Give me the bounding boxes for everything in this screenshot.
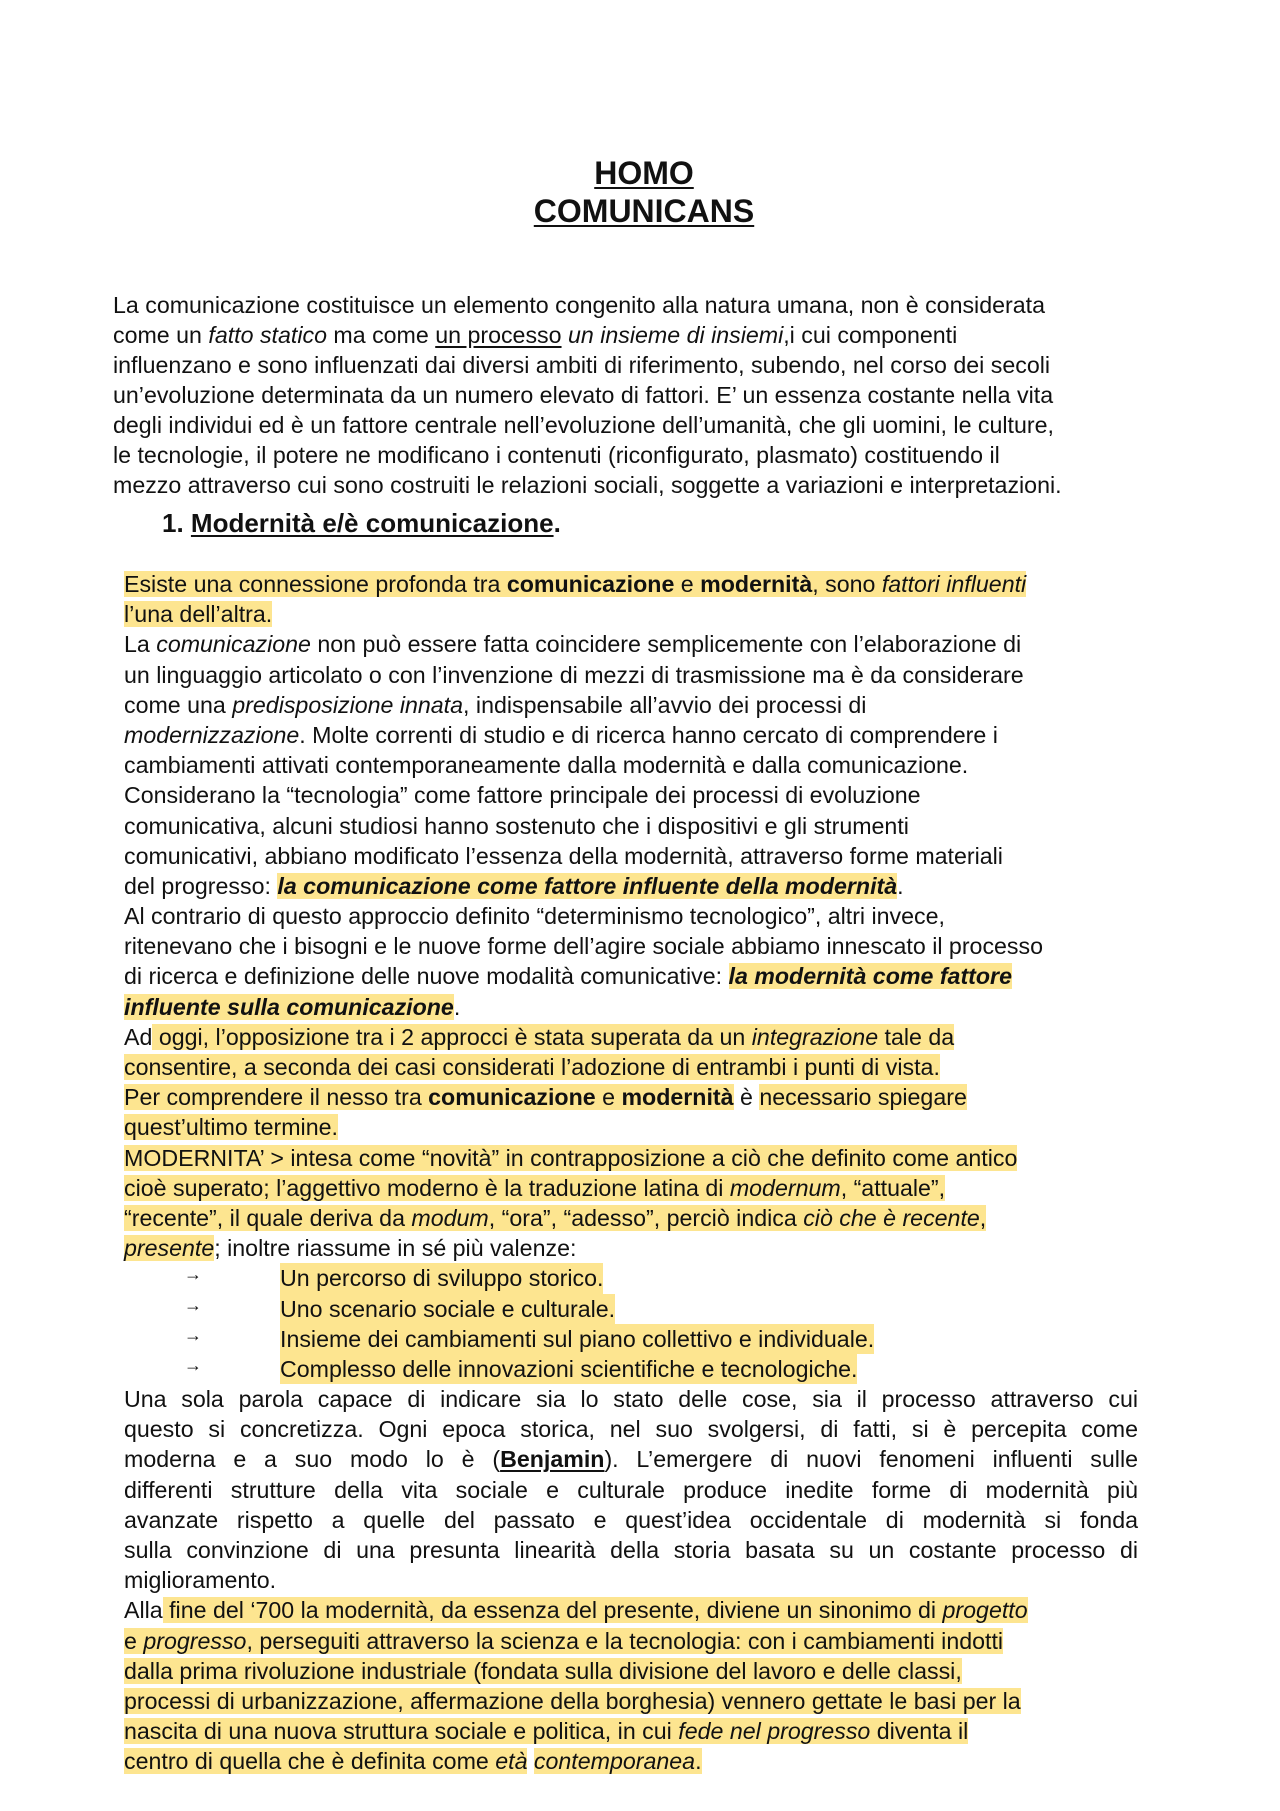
title-line-1: HOMO: [594, 155, 694, 191]
text-line: come una predisposizione innata, indispensabile all’avvio dei processi di: [124, 691, 867, 718]
text-line: cambiamenti attivati contemporaneamente dalla modernità e dalla comunicazione.: [124, 752, 969, 779]
text-line: mezzo attraverso cui sono costruiti le relazioni sociali, soggette a variazioni e interpretazioni.: [113, 472, 1062, 498]
text-line: sulla convinzione di una presunta linearità della storia basata su un costante processo di: [124, 1537, 1138, 1563]
text-line: del progresso: la comunicazione come fattore influente della modernità.: [124, 872, 904, 899]
text-line: comunicativa, alcuni studiosi hanno sostenuto che i dispositivi e gli strumenti: [124, 812, 909, 839]
text-line: le tecnologie, il potere ne modificano i contenuti (riconfigurato, plasmato) costituendo il: [113, 442, 1000, 468]
text-line: “recente”, il quale deriva da modum, “ora”, “adesso”, perciò indica ciò che è recente,: [124, 1204, 987, 1231]
text-line: di ricerca e definizione delle nuove modalità comunicative: la modernità come fattore: [124, 963, 1012, 990]
list-item-text: Un percorso di sviluppo storico.: [280, 1263, 603, 1293]
text-line: Alla fine del ‘700 la modernità, da essenza del presente, diviene un sinonimo di progetto: [124, 1597, 1028, 1624]
text-line: come un fatto statico ma come un processo un insieme di insiemi,i cui componenti: [113, 322, 958, 348]
text-line: differenti strutture della vita sociale e culturale produce inedite forme di modernità più: [124, 1476, 1138, 1503]
list-item-text: Insieme dei cambiamenti sul piano collettivo e individuale.: [280, 1324, 874, 1354]
list-item: [124, 1263, 1204, 1293]
section-title: Modernità e/è comunicazione: [190, 508, 554, 538]
list-item: [124, 1354, 1204, 1384]
title-line-2: COMUNICANS: [533, 193, 755, 229]
text-line: centro di quella che è definita come età contemporanea.: [124, 1748, 702, 1775]
text-line: influenzano e sono influenzati dai diversi ambiti di riferimento, subendo, nel corso dei secoli: [113, 352, 1051, 378]
text-line: un’evoluzione determinata da un numero elevato di fattori. E’ un essenza costante nella vita: [113, 382, 1054, 408]
section-body: [124, 569, 1204, 1777]
text-line: miglioramento.: [124, 1567, 277, 1594]
section-heading: 1. Modernità e/è comunicazione.: [162, 508, 561, 538]
section-number: 1.: [162, 508, 191, 538]
text-line: processi di urbanizzazione, affermazione della borghesia) vennero gettate le basi per la: [124, 1687, 1021, 1714]
text-line: Esiste una connessione profonda tra comunicazione e modernità, sono fattori influenti: [124, 571, 1027, 597]
arrow-icon: →: [184, 1264, 202, 1285]
text-line: un linguaggio articolato o con l’invenzione di mezzi di trasmissione ma è da considerare: [124, 661, 1024, 688]
text-line: modernizzazione. Molte correnti di studio e di ricerca hanno cercato di comprendere i: [124, 721, 998, 748]
text-line: questo si concretizza. Ogni epoca storica, nel suo svolgersi, di fatti, si è percepita come: [124, 1416, 1138, 1443]
list-item: [124, 1294, 1204, 1324]
text-line: e progresso, perseguiti attraverso la scienza e la tecnologia: con i cambiamenti indotti: [124, 1627, 1004, 1654]
document-title: [0, 154, 1280, 230]
text-line: l’una dell’altra.: [124, 601, 273, 628]
text-line: consentire, a seconda dei casi considerati l’adozione di entrambi i punti di vista.: [124, 1054, 940, 1080]
text-line: cioè superato; l’aggettivo moderno è la traduzione latina di modernum, “attuale”,: [124, 1174, 946, 1201]
text-line: ritenevano che i bisogni e le nuove forme dell’agire sociale abbiamo innescato il processo: [124, 933, 1044, 960]
text-line: Una sola parola capace di indicare sia lo stato delle cose, sia il processo attraverso cui: [124, 1386, 1138, 1413]
text-line: La comunicazione non può essere fatta coincidere semplicemente con l’elaborazione di: [124, 631, 1022, 658]
text-line: quest’ultimo termine.: [124, 1114, 338, 1141]
text-line: La comunicazione costituisce un elemento congenito alla natura umana, non è considerata: [113, 292, 1045, 318]
text-line: Al contrario di questo approccio definito “determinismo tecnologico”, altri invece,: [124, 903, 945, 930]
arrow-icon: →: [184, 1354, 202, 1375]
text-line: presente; inoltre riassume in sé più valenze:: [124, 1235, 577, 1262]
list-item-text: Uno scenario sociale e culturale.: [280, 1294, 615, 1324]
text-line: degli individui ed è un fattore centrale nell’evoluzione dell’umanità, che gli uomini, le culture,: [113, 412, 1054, 438]
list-item: [124, 1324, 1204, 1354]
text-line: avanzate rispetto a quelle del passato e quest’idea occidentale di modernità si fonda: [124, 1506, 1138, 1533]
arrow-icon: →: [184, 1294, 202, 1315]
text-line: nascita di una nuova struttura sociale e politica, in cui fede nel progresso diventa il: [124, 1718, 969, 1745]
text-line: Considerano la “tecnologia” come fattore principale dei processi di evoluzione: [124, 782, 921, 809]
arrow-icon: →: [184, 1324, 202, 1345]
text-line: Ad oggi, l’opposizione tra i 2 approcci è stata superata da un integrazione tale da: [124, 1023, 955, 1050]
text-line: dalla prima rivoluzione industriale (fondata sulla divisione del lavoro e delle classi,: [124, 1657, 962, 1684]
intro-paragraph: [113, 290, 1193, 500]
text-line: MODERNITA’ > intesa come “novità” in contrapposizione a ciò che definito come antico: [124, 1144, 1018, 1171]
text-line: influente sulla comunicazione.: [124, 993, 461, 1020]
list-item-text: Complesso delle innovazioni scientifiche e tecnologiche.: [280, 1354, 857, 1384]
text-line: Per comprendere il nesso tra comunicazione e modernità è necessario spiegare: [124, 1084, 967, 1111]
text-line: comunicativi, abbiano modificato l’essenza della modernità, attraverso forme materiali: [124, 842, 1003, 869]
text-line: moderna e a suo modo lo è (Benjamin). L’emergere di nuovi fenomeni influenti sulle: [124, 1446, 1138, 1473]
